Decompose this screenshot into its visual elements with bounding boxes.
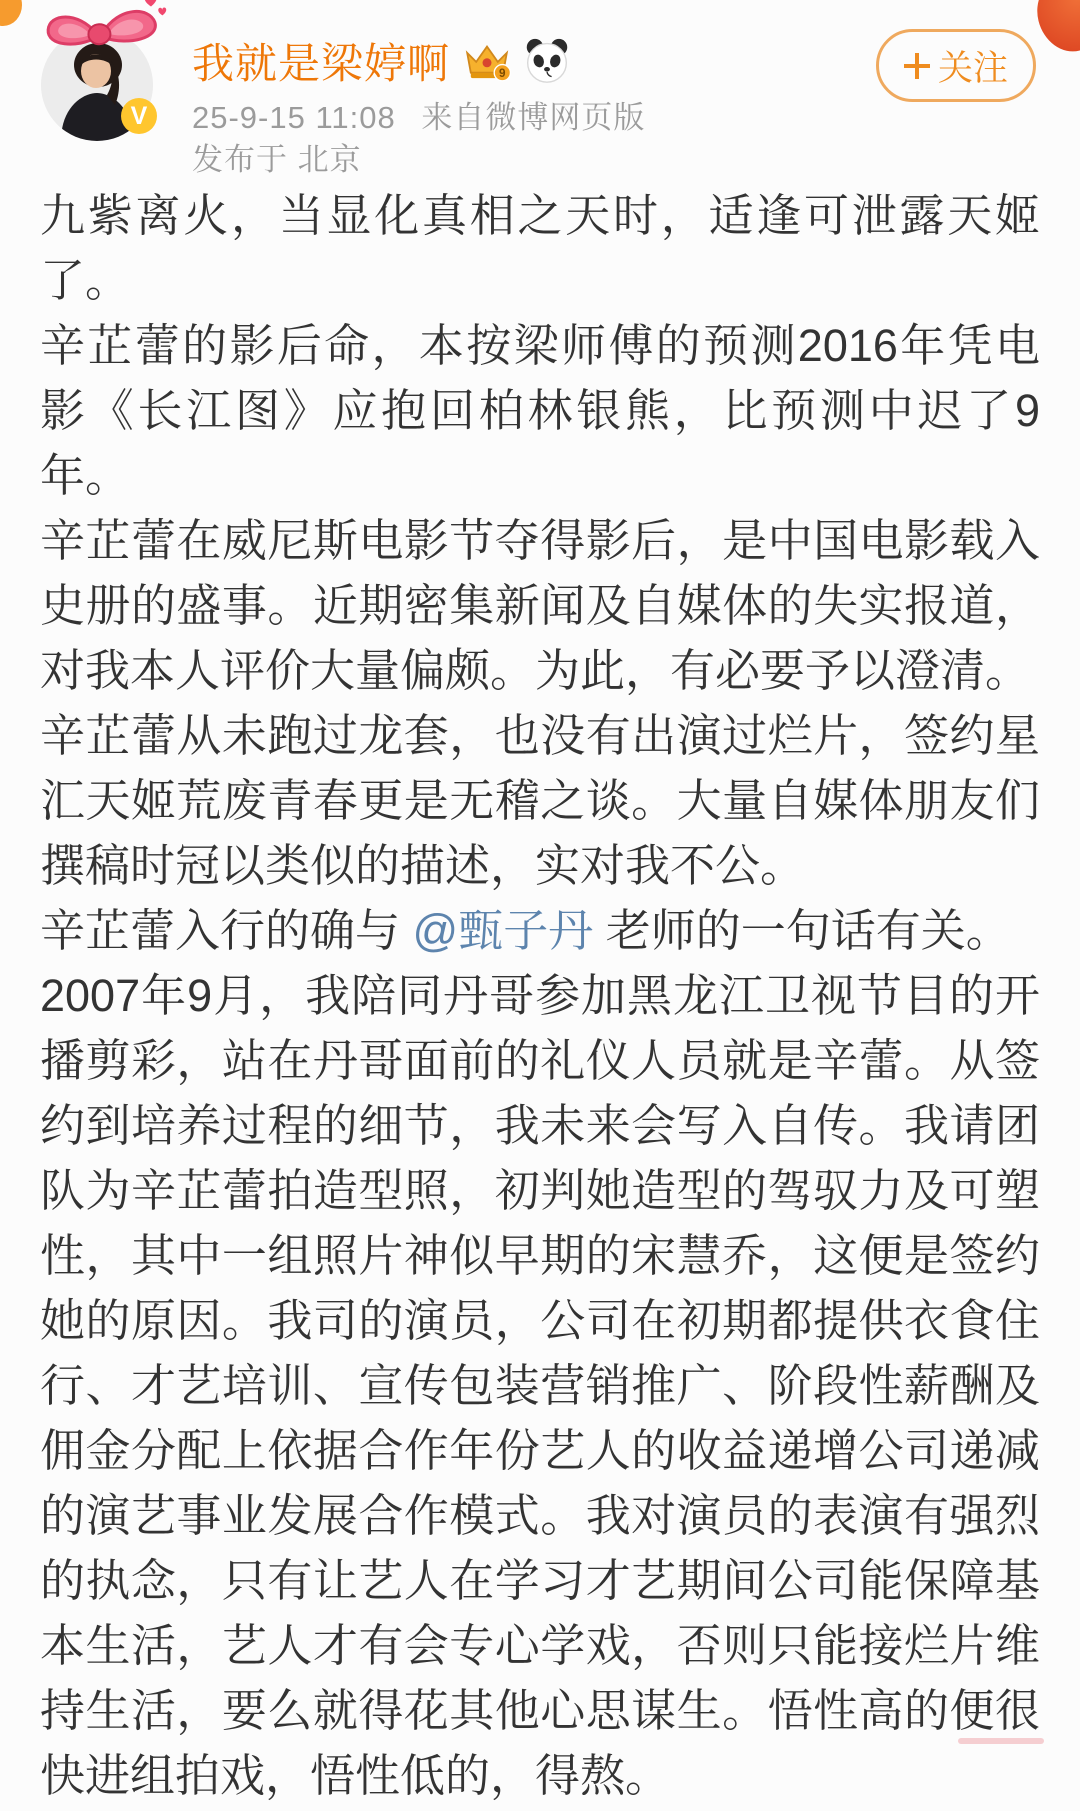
corner-red-decoration-icon: [1030, 0, 1080, 58]
pink-underline-decoration: [958, 1738, 1044, 1744]
vip-level-number: 9: [499, 67, 506, 81]
post-paragraph: 辛芷蕾入行的确与 @甄子丹 老师的一句话有关。: [40, 905, 1011, 956]
avatar[interactable]: [41, 29, 153, 141]
follow-button[interactable]: [876, 29, 1036, 102]
post-meta: [192, 92, 645, 137]
timestamp: 25-9-15 11:08: [192, 100, 396, 135]
post-paragraph: 九紫离火，当显化真相之天时，适逢可泄露天姬了。: [40, 190, 1040, 306]
post-paragraph: 2007年9月，我陪同丹哥参加黑龙江卫视节目的开播剪彩，站在丹哥面前的礼仪人员就是辛蕾。从签约到培养过程的细节，我未来会写入自传。我请团队为辛芷蕾拍造型照，初判她造型的驾驭力及可塑性，其中一组照片神似早期的宋慧乔，这便是签约她的原因。我司的演员，公司在初期都提供衣食住行、才艺培训、宣传包装营销推广、阶段性薪酬及佣金分配上依据合作年份艺人的收益递增公司递减的演艺事业发展合作模式。我对演员的表演有强烈的执念，只有让艺人在学习才艺期间公司能保障基本生活，艺人才有会专心学戏，否则只能接烂片维持生活，要么就得花其他心思谋生。悟性高的便很快进组拍戏，悟性低的，得熬。: [40, 970, 1040, 1801]
panda-emoji-icon: [524, 38, 570, 84]
publish-location: 发布于 北京: [192, 142, 362, 177]
post-paragraph: 辛芷蕾的影后命，本按梁师傅的预测2016年凭电影《长江图》应抱回柏林银熊，比预测中迟了9年。: [40, 320, 1040, 501]
post-body: [40, 183, 1040, 1808]
post-paragraph: 辛芷蕾从未跑过龙套，也没有出演过烂片，签约星汇天姬荒废青春更是无稽之谈。大量自媒体朋友们撰稿时冠以类似的描述，实对我不公。: [40, 710, 1040, 891]
corner-orange-decoration-icon: [0, 0, 22, 26]
mention-link[interactable]: @甄子丹: [412, 905, 594, 956]
follow-button-label: 关注: [937, 48, 1008, 88]
post-paragraph: 辛芷蕾在威尼斯电影节夺得影后，是中国电影载入史册的盛事。近期密集新闻及自媒体的失实报道，对我本人评价大量偏颇。为此，有必要予以澄清。: [40, 515, 1040, 696]
username-row: [192, 31, 570, 91]
vip-crown-icon: [460, 38, 514, 84]
bow-decoration-icon: [37, 0, 170, 58]
post-source[interactable]: 来自微博网页版: [421, 100, 646, 135]
username[interactable]: 我就是梁婷啊: [192, 40, 451, 87]
plus-icon: [904, 53, 930, 79]
verified-badge-icon: V: [121, 98, 157, 134]
